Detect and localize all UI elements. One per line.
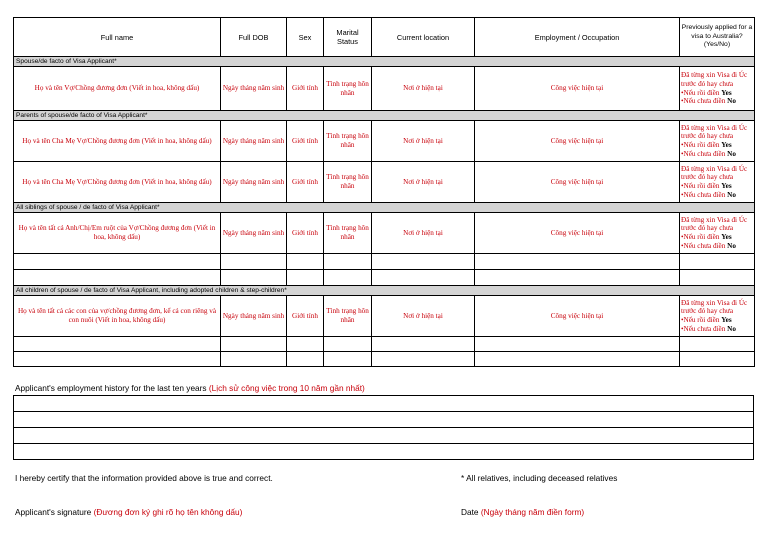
table-row bbox=[14, 162, 755, 203]
employment-cell[interactable]: Công việc hiện tại bbox=[475, 213, 680, 254]
table-row bbox=[14, 67, 755, 111]
relatives-table bbox=[13, 17, 755, 367]
employment-history-label: Applicant's employment history for the last ten years (Lịch sử công việc trong 10 năm gần nhất) bbox=[15, 383, 365, 393]
signature-label: Applicant's signature (Đương đơn ký ghi rõ họ tên không dấu) bbox=[15, 507, 243, 517]
previously-cell[interactable]: Đã từng xin Visa đi Úc trước đó hay chưa •Nếu rồi điền Yes •Nếu chưa điền No bbox=[680, 67, 755, 111]
employment-cell[interactable]: Công việc hiện tại bbox=[475, 67, 680, 111]
header-previously: Previously applied for a visa to Australia? (Yes/No) bbox=[680, 18, 755, 57]
empty-row bbox=[14, 352, 755, 367]
employment-history-line[interactable] bbox=[14, 428, 754, 444]
employment-cell[interactable]: Công việc hiện tại bbox=[475, 296, 680, 337]
location-cell[interactable]: Nơi ở hiện tại bbox=[372, 162, 475, 203]
header-marital: Marital Status bbox=[324, 18, 372, 57]
employment-history-table bbox=[13, 395, 754, 460]
section-children: All children of spouse / de facto of Visa Applicant, including adopted children & step-children* bbox=[14, 286, 755, 296]
name-cell[interactable]: Họ và tên Cha Mẹ Vợ/Chồng đương đơn (Viết in hoa, không dấu) bbox=[14, 162, 221, 203]
sex-cell[interactable]: Giới tính bbox=[287, 213, 324, 254]
certification-text: I hereby certify that the information provided above is true and correct. bbox=[15, 473, 273, 483]
previously-cell[interactable]: Đã từng xin Visa đi Úc trước đó hay chưa •Nếu rồi điền Yes •Nếu chưa điền No bbox=[680, 121, 755, 162]
dob-cell[interactable]: Ngày tháng năm sinh bbox=[221, 121, 287, 162]
marital-cell[interactable]: Tình trạng hôn nhân bbox=[324, 67, 372, 111]
previously-cell[interactable]: Đã từng xin Visa đi Úc trước đó hay chưa •Nếu rồi điền Yes •Nếu chưa điền No bbox=[680, 296, 755, 337]
employment-history-line[interactable] bbox=[14, 412, 754, 428]
header-sex: Sex bbox=[287, 18, 324, 57]
name-cell[interactable]: Họ và tên tất cả các con của vợ/chồng đương đơn, kể cả con riêng và con nuôi (Viết in hoa, không dấu) bbox=[14, 296, 221, 337]
location-cell[interactable]: Nơi ở hiện tại bbox=[372, 213, 475, 254]
marital-cell[interactable]: Tình trạng hôn nhân bbox=[324, 121, 372, 162]
location-cell[interactable]: Nơi ở hiện tại bbox=[372, 296, 475, 337]
marital-cell[interactable]: Tình trạng hôn nhân bbox=[324, 296, 372, 337]
header-employment: Employment / Occupation bbox=[475, 18, 680, 57]
employment-cell[interactable]: Công việc hiện tại bbox=[475, 121, 680, 162]
section-parents: Parents of spouse/de facto of Visa Applicant* bbox=[14, 111, 755, 121]
relatives-note: * All relatives, including deceased relatives bbox=[461, 473, 618, 483]
name-cell[interactable]: Họ và tên tất cả Anh/Chị/Em ruột của Vợ/Chồng đương đơn (Viết in hoa, không dấu) bbox=[14, 213, 221, 254]
sex-cell[interactable]: Giới tính bbox=[287, 162, 324, 203]
table-row bbox=[14, 296, 755, 337]
header-dob: Full DOB bbox=[221, 18, 287, 57]
marital-cell[interactable]: Tình trạng hôn nhân bbox=[324, 162, 372, 203]
table-row bbox=[14, 213, 755, 254]
marital-cell[interactable]: Tình trạng hôn nhân bbox=[324, 213, 372, 254]
header-row bbox=[14, 18, 755, 57]
empty-row bbox=[14, 270, 755, 286]
header-location: Current location bbox=[372, 18, 475, 57]
sex-cell[interactable]: Giới tính bbox=[287, 121, 324, 162]
employment-history-line[interactable] bbox=[14, 444, 754, 460]
employment-history-line[interactable] bbox=[14, 396, 754, 412]
date-label: Date (Ngày tháng năm điền form) bbox=[461, 507, 585, 517]
name-cell[interactable]: Họ và tên Cha Mẹ Vợ/Chồng đương đơn (Viết in hoa, không dấu) bbox=[14, 121, 221, 162]
empty-row bbox=[14, 254, 755, 270]
dob-cell[interactable]: Ngày tháng năm sinh bbox=[221, 162, 287, 203]
previously-cell[interactable]: Đã từng xin Visa đi Úc trước đó hay chưa •Nếu rồi điền Yes •Nếu chưa điền No bbox=[680, 162, 755, 203]
location-cell[interactable]: Nơi ở hiện tại bbox=[372, 67, 475, 111]
header-full-name: Full name bbox=[14, 18, 221, 57]
location-cell[interactable]: Nơi ở hiện tại bbox=[372, 121, 475, 162]
dob-cell[interactable]: Ngày tháng năm sinh bbox=[221, 213, 287, 254]
table-row bbox=[14, 121, 755, 162]
sex-cell[interactable]: Giới tính bbox=[287, 296, 324, 337]
section-spouse: Spouse/de facto of Visa Applicant* bbox=[14, 57, 755, 67]
name-cell[interactable]: Họ và tên Vợ/Chồng đương đơn (Viết in hoa, không dấu) bbox=[14, 67, 221, 111]
dob-cell[interactable]: Ngày tháng năm sinh bbox=[221, 296, 287, 337]
dob-cell[interactable]: Ngày tháng năm sinh bbox=[221, 67, 287, 111]
previously-cell[interactable]: Đã từng xin Visa đi Úc trước đó hay chưa •Nếu rồi điền Yes •Nếu chưa điền No bbox=[680, 213, 755, 254]
sex-cell[interactable]: Giới tính bbox=[287, 67, 324, 111]
empty-row bbox=[14, 337, 755, 352]
employment-cell[interactable]: Công việc hiện tại bbox=[475, 162, 680, 203]
section-siblings: All siblings of spouse / de facto of Visa Applicant* bbox=[14, 203, 755, 213]
